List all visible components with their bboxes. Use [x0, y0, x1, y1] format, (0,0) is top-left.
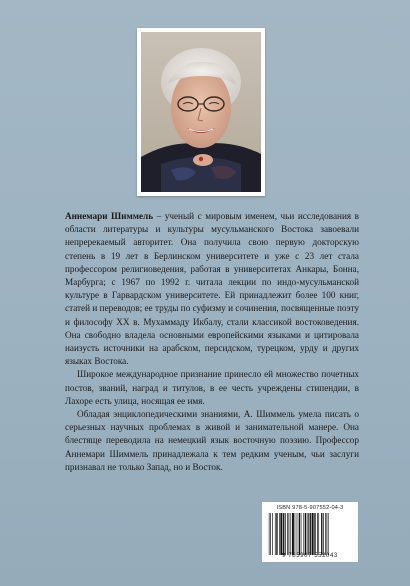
barcode-bar [318, 513, 319, 555]
barcode-bar [297, 513, 298, 555]
barcode-bar [295, 513, 296, 555]
barcode-bar [269, 513, 270, 555]
barcode-bar [285, 513, 286, 555]
barcode-bar [303, 513, 304, 555]
barcode-bar [283, 513, 284, 555]
isbn-barcode [262, 502, 358, 562]
barcode-bar [275, 513, 276, 555]
barcode-bar [301, 513, 302, 555]
barcode-bars [267, 513, 353, 555]
author-portrait-photo [141, 32, 261, 192]
barcode-bar [272, 513, 273, 555]
barcode-bar [299, 513, 300, 555]
barcode-bar [314, 513, 315, 555]
author-photo-frame [137, 28, 265, 196]
barcode-digits: 9 785907 552043 [282, 553, 338, 559]
bio-paragraph-1 [65, 210, 359, 368]
barcode-bar [290, 513, 291, 555]
barcode-bar [323, 513, 324, 555]
barcode-bar [287, 513, 288, 555]
barcode-bar [328, 513, 329, 555]
isbn-label: ISBN 978-5-907552-04-3 [276, 505, 344, 511]
barcode-bar [327, 513, 328, 555]
bio-paragraph-3: Обладая энциклопедическими знаниями, А. Шиммель умела писать о серьезных научных проблемах в живой и занимательной манере. Она блестяще переводила на немецкий язык восточную поэзию. Профессор Аннемари Шиммель принадлежала к тем редким ученым, чьи заслуги признавал не только Запад, но и Восток. [65, 409, 359, 472]
barcode-bar [270, 513, 271, 555]
author-name: Аннемари Шиммель [65, 211, 154, 221]
barcode-bar [325, 513, 326, 555]
barcode-bar [305, 513, 306, 555]
barcode-bar [312, 513, 314, 555]
biography-text [65, 210, 359, 474]
barcode-bar [292, 513, 294, 555]
bio-paragraph-2: Широкое международное признание принесло ей множество почетных постов, званий, наград и титулов, в ее честь учреждены стипендии, в Лахоре есть улица, носящая ее имя. [65, 369, 359, 406]
barcode-bar [307, 513, 308, 555]
barcode-bar [308, 513, 309, 555]
barcode-bar [279, 513, 280, 555]
barcode-bar [276, 513, 277, 555]
barcode-bar [310, 513, 311, 555]
barcode-bar [280, 513, 282, 555]
barcode-bar [321, 513, 322, 555]
barcode-bar [317, 513, 318, 555]
bio-paragraph-1-text: – ученый с мировым именем, чьи исследования в области литературы и культуры мусульманского Востока завоевали непререкаемый авторитет. Она получила свою первую докторскую степень в 19 лет в Берлинском университете и уже с 23 лет стала профессором религиоведения, работая в университетах Анкары, Бонна, Марбурга; с 1967 по 1992 г. читала лекции по индо-мусульманской культуре в Гарвардском университете. Ей принадлежит более 100 книг, статей и переводов; ее труды по суфизму и сочинения, посвященные поэту и философу XX в. Мухаммаду Икбалу, стали классикой востоковедения. Она свободно владела основными европейскими языками и цитировала наизусть источники на арабском, персидском, турецком, урду и других языках Востока. [65, 211, 359, 367]
barcode-bar [289, 513, 290, 555]
